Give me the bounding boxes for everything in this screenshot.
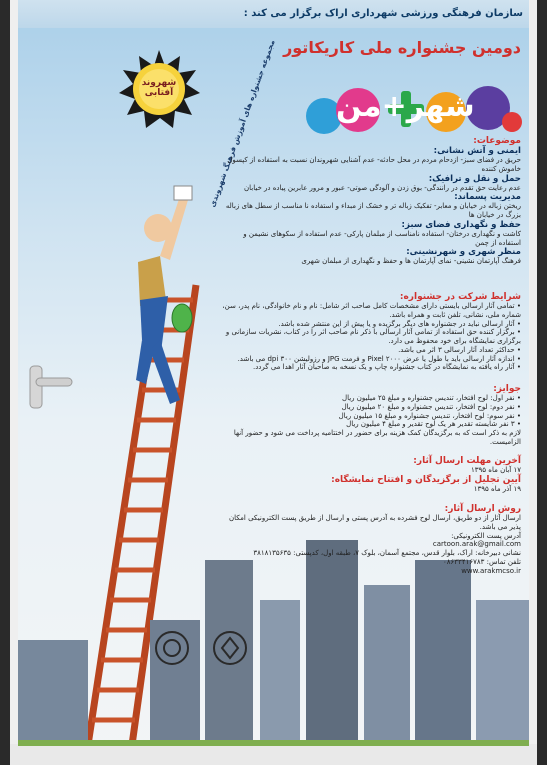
prize-note: لازم به ذکر است که به برگزیدگان کمک هزینه برای حضور در اختتامیه پرداخت می شود و حضور آنها الزامیست. [233,429,521,446]
prize-item: • نفر دوم: لوح افتخار، تندیس جشنواره و مبلغ ۲۰ میلیون ریال [341,402,521,411]
phone-number: تلفن تماس: ۰۸۶۳۳۴۱۶۷۸۳ [443,557,521,566]
festival-title: دومین جشنواره ملی کاریکاتور [283,38,521,57]
email-address[interactable]: cartoon.arak@gmail.com [432,540,521,549]
submission-section [221,504,521,575]
topic-title: حمل و نقل و ترافیک: [428,173,521,184]
secretariat-address: نشانی دبیرخانه: اراک، بلوار قدس، مجتمع آسمان، بلوک ۷، طبقه اول، کدپستی: ۳۸۱۸۱۳۵۶۳۵ [253,549,521,557]
topics-heading: موضوعات: [473,136,521,146]
topic-title: حفظ و نگهداری فضای سبز: [401,219,521,230]
rule-item: • آثار ارسالی نباید در جشنواره های دیگر برگزیده و یا پیش از این منتشر شده باشد. [278,319,521,328]
email-label: آدرس پست الکترونیکی: [451,531,521,540]
logo-text: شهر+من [336,89,475,124]
badge-text: شهروند آفتابی [141,78,177,98]
topic-text: فرهنگ آپارتمان نشینی- نمای آپارتمان ها و حفظ و نگهداری از مبلمان شهری [301,257,521,266]
topic-title: ایمنی و آتش نشانی: [433,146,521,156]
side-caption: مجموعه جشنواره های آموزش فرهنگ شهروندی [207,38,277,209]
rules-heading: شرایط شرکت در جشنواره: [399,292,521,302]
deadline-heading: آخرین مهلت ارسال آثار: [413,456,521,466]
prizes-heading: جوایز: [493,384,521,394]
ceremony-heading: آیین تجلیل از برگزیدگان و افتتاح نمایشگاه: [331,474,521,485]
deadline-date: ۱۷ آبان ماه ۱۳۹۵ [471,466,521,474]
topic-text: کاشت و نگهداری درختان- استفاده نامناسب از مبلمان پارکی- عدم استفاده از سکوهای نشیمن و استفاده از چمن [243,229,521,247]
sponsor-logos [150,628,260,668]
rule-item: • برگزار کننده حق استفاده از تمامی آثار ارسالی با ذکر نام صاحب اثر را در کتاب، نشریات سازمانی و برگزاری نمایشگاه برای خود محفوظ می دارد. [225,328,521,345]
prizes-section [221,384,521,447]
send-method: ارسال آثار از دو طریق، ارسال لوح فشرده به آدرس پستی و ارسال از طریق پست الکترونیکی امکان پذیر می باشد. [229,514,521,531]
rule-item: • حداکثر تعداد آثار ارسالی ۳ اثر می باشد. [398,345,521,354]
topic-title: منظر شهری و شهرنشینی: [406,247,521,258]
window-frame-left [10,0,18,765]
window-frame-right [529,0,537,765]
topic-title: مدیریت پسماند: [454,192,521,203]
ladder-illustration [10,0,537,765]
prize-item: • نفر اول: لوح افتخار، تندیس جشنواره و مبلغ ۲۵ میلیون ریال [341,394,521,402]
rules-section [221,292,521,372]
prize-item: • نفر سوم: لوح افتخار، تندیس جشنواره و مبلغ ۱۵ میلیون ریال [338,411,521,420]
rule-item: • تمامی آثار ارسالی بایستی دارای مشخصات کامل صاحب اثر شامل: نام و نام خانوادگی، نام پدر، سن، شماره ملی، نشانی، تلفن ثابت و همراه باشد. [222,302,521,319]
topic-text: حریق در فضای سبز- ازدحام مردم در محل حادثه- عدم آشنایی شهروندان نسبت به استفاده از کپسول خاموش کننده [227,156,521,173]
sponsor-emblem-icon [150,628,260,668]
window-handle-icon [30,366,72,408]
topic-text: عدم رعایت حق تقدم در رانندگی- بوق زدن و آلودگی صوتی- عبور و مرور عابرین پیاده در خیابان [243,183,521,192]
prize-item: • ۳ نفر شایسته تقدیر هر یک لوح تقدیر و مبلغ ۴ میلیون ریال [346,420,521,429]
ceremony-date: ۱۹ آذر ماه ۱۳۹۵ [473,484,521,493]
topic-text: ریختن زباله در خیابان و معابر- تفکیک زباله تر و خشک از مبداء و استفاده نا مناسب از سطل های زباله بزرگ در خیابان ها [225,202,521,219]
window-sill [10,744,537,765]
send-heading: روش ارسال آثار: [444,504,521,514]
poster [10,0,537,765]
website-link[interactable]: www.arakmcso.ir [461,566,521,575]
topics-section [221,136,521,266]
rule-item: • آثار راه یافته به نمایشگاه در کتاب جشنواره چاپ و یک نسخه به صاحبان آثار اهدا می گردد. [252,363,521,372]
dates-section [221,456,521,494]
rule-item: • اندازه آثار ارسالی باید با طول یا عرض ۲۰۰۰ Pixel و فرمت JPG و رزولیشن ۳۰۰ dpi می باشد. [237,354,521,363]
organizer-line: سازمان فرهنگی ورزشی شهرداری اراک برگزار می کند : [243,8,523,19]
